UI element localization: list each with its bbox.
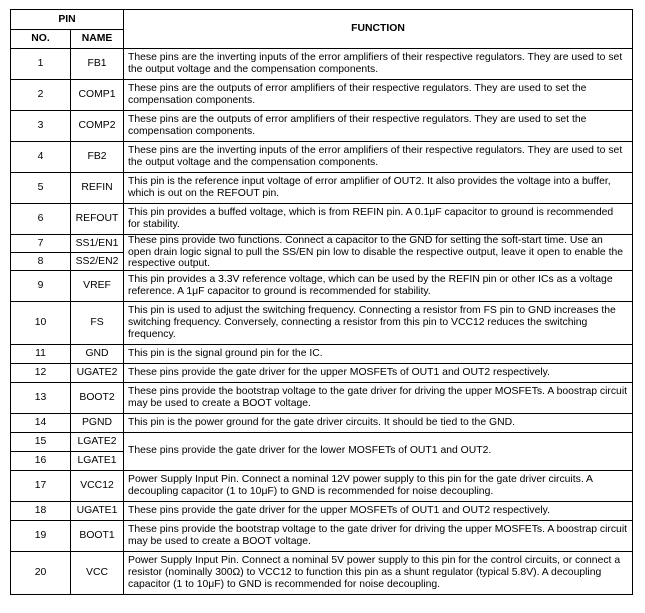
pin-group-header: PIN xyxy=(11,10,124,30)
pin-name: PGND xyxy=(71,413,124,432)
pin-function: These pins are the outputs of error amplifiers of their respective regulators. They are used to set the compensation components. xyxy=(124,111,633,142)
pin-name: SS1/EN1 xyxy=(71,235,124,253)
table-row xyxy=(11,204,633,235)
table-row xyxy=(11,432,633,451)
table-row xyxy=(11,111,633,142)
pin-number: 9 xyxy=(11,270,71,301)
pin-function: This pin is the signal ground pin for the IC. xyxy=(124,344,633,363)
table-row xyxy=(11,235,633,253)
pin-number: 4 xyxy=(11,142,71,173)
pin-name: VCC xyxy=(71,551,124,594)
pin-name: REFOUT xyxy=(71,204,124,235)
table-row xyxy=(11,382,633,413)
pin-function: This pin is the power ground for the gate driver circuits. It should be tied to the GND. xyxy=(124,413,633,432)
pin-function: Power Supply Input Pin. Connect a nominal 5V power supply to this pin for the control circuits, or connect a resistor (nominally 300Ω) to VCC12 to function this pin as a shunt regulator (typical 5.8V). A decoupling capacitor (1 to 10μF) to GND is recommended for noise decoupling. xyxy=(124,551,633,594)
pin-function-table xyxy=(10,9,633,595)
pin-function: These pins provide the gate driver for the upper MOSFETs of OUT1 and OUT2 respectively. xyxy=(124,363,633,382)
pin-name: FB2 xyxy=(71,142,124,173)
table-row xyxy=(11,520,633,551)
table-row xyxy=(11,501,633,520)
pin-function: This pin is the reference input voltage of error amplifier of OUT2. It also provides the voltage into a buffer, which is out on the REFOUT pin. xyxy=(124,173,633,204)
pin-number: 1 xyxy=(11,49,71,80)
pin-function: This pin provides a buffed voltage, which is from REFIN pin. A 0.1μF capacitor to ground is recommended for stability. xyxy=(124,204,633,235)
pin-function: Power Supply Input Pin. Connect a nominal 12V power supply to this pin for the gate driver circuits. A decoupling capacitor (1 to 10μF) to GND is recommended for noise decoupling. xyxy=(124,470,633,501)
table-row xyxy=(11,470,633,501)
pin-name: COMP1 xyxy=(71,80,124,111)
pin-function: These pins are the inverting inputs of the error amplifiers of their respective regulators. They are used to set the output voltage and the compensation components. xyxy=(124,49,633,80)
pin-name: FB1 xyxy=(71,49,124,80)
pin-number: 10 xyxy=(11,301,71,344)
pin-name: BOOT2 xyxy=(71,382,124,413)
no-header: NO. xyxy=(11,30,71,49)
pin-name: LGATE2 xyxy=(71,432,124,451)
pin-number: 12 xyxy=(11,363,71,382)
pin-number: 11 xyxy=(11,344,71,363)
pin-name: LGATE1 xyxy=(71,451,124,470)
pin-number: 18 xyxy=(11,501,71,520)
pin-number: 14 xyxy=(11,413,71,432)
table-row xyxy=(11,363,633,382)
pin-name: VCC12 xyxy=(71,470,124,501)
name-header: NAME xyxy=(71,30,124,49)
pin-number: 5 xyxy=(11,173,71,204)
pin-name: COMP2 xyxy=(71,111,124,142)
pin-name: SS2/EN2 xyxy=(71,252,124,270)
pin-function: These pins provide the gate driver for the lower MOSFETs of OUT1 and OUT2. xyxy=(124,432,633,470)
table-row xyxy=(11,80,633,111)
pin-function: This pin is used to adjust the switching frequency. Connecting a resistor from FS pin to GND increases the switching frequency. Conversely, connecting a resistor from this pin to VCC12 reduces the switching frequency. xyxy=(124,301,633,344)
table-row xyxy=(11,173,633,204)
table-row xyxy=(11,270,633,301)
pin-function: These pins provide the bootstrap voltage to the gate driver for driving the upper MOSFETs. A boostrap circuit may be used to create a BOOT voltage. xyxy=(124,520,633,551)
pin-name: VREF xyxy=(71,270,124,301)
pin-number: 20 xyxy=(11,551,71,594)
pin-number: 16 xyxy=(11,451,71,470)
table-row xyxy=(11,413,633,432)
pin-function: These pins provide two functions. Connect a capacitor to the GND for setting the soft-start time. Use an open drain logic signal to pull the SS/EN pin low to disable the respective output, leave it open to enable the respective output. xyxy=(124,235,633,271)
pin-function: This pin provides a 3.3V reference voltage, which can be used by the REFIN pin or other ICs as a voltage reference. A 1μF capacitor to ground is recommended for stability. xyxy=(124,270,633,301)
pin-number: 7 xyxy=(11,235,71,253)
table-row xyxy=(11,301,633,344)
pin-number: 13 xyxy=(11,382,71,413)
pin-function: These pins are the outputs of error amplifiers of their respective regulators. They are used to set the compensation components. xyxy=(124,80,633,111)
pin-number: 19 xyxy=(11,520,71,551)
pin-name: UGATE2 xyxy=(71,363,124,382)
table-row xyxy=(11,344,633,363)
pin-name: GND xyxy=(71,344,124,363)
pin-name: REFIN xyxy=(71,173,124,204)
table-row xyxy=(11,49,633,80)
header-row-top xyxy=(11,10,633,30)
pin-name: UGATE1 xyxy=(71,501,124,520)
table-row xyxy=(11,551,633,594)
table-row xyxy=(11,142,633,173)
pin-function: These pins are the inverting inputs of the error amplifiers of their respective regulators. They are used to set the output voltage and the compensation components. xyxy=(124,142,633,173)
pin-number: 17 xyxy=(11,470,71,501)
pin-function: These pins provide the bootstrap voltage to the gate driver for driving the upper MOSFETs. A boostrap circuit may be used to create a BOOT voltage. xyxy=(124,382,633,413)
pin-number: 8 xyxy=(11,252,71,270)
pin-function: These pins provide the gate driver for the upper MOSFETs of OUT1 and OUT2 respectively. xyxy=(124,501,633,520)
pin-number: 3 xyxy=(11,111,71,142)
pin-number: 2 xyxy=(11,80,71,111)
pin-name: BOOT1 xyxy=(71,520,124,551)
pin-number: 6 xyxy=(11,204,71,235)
function-header: FUNCTION xyxy=(124,10,633,49)
pin-name: FS xyxy=(71,301,124,344)
pin-number: 15 xyxy=(11,432,71,451)
